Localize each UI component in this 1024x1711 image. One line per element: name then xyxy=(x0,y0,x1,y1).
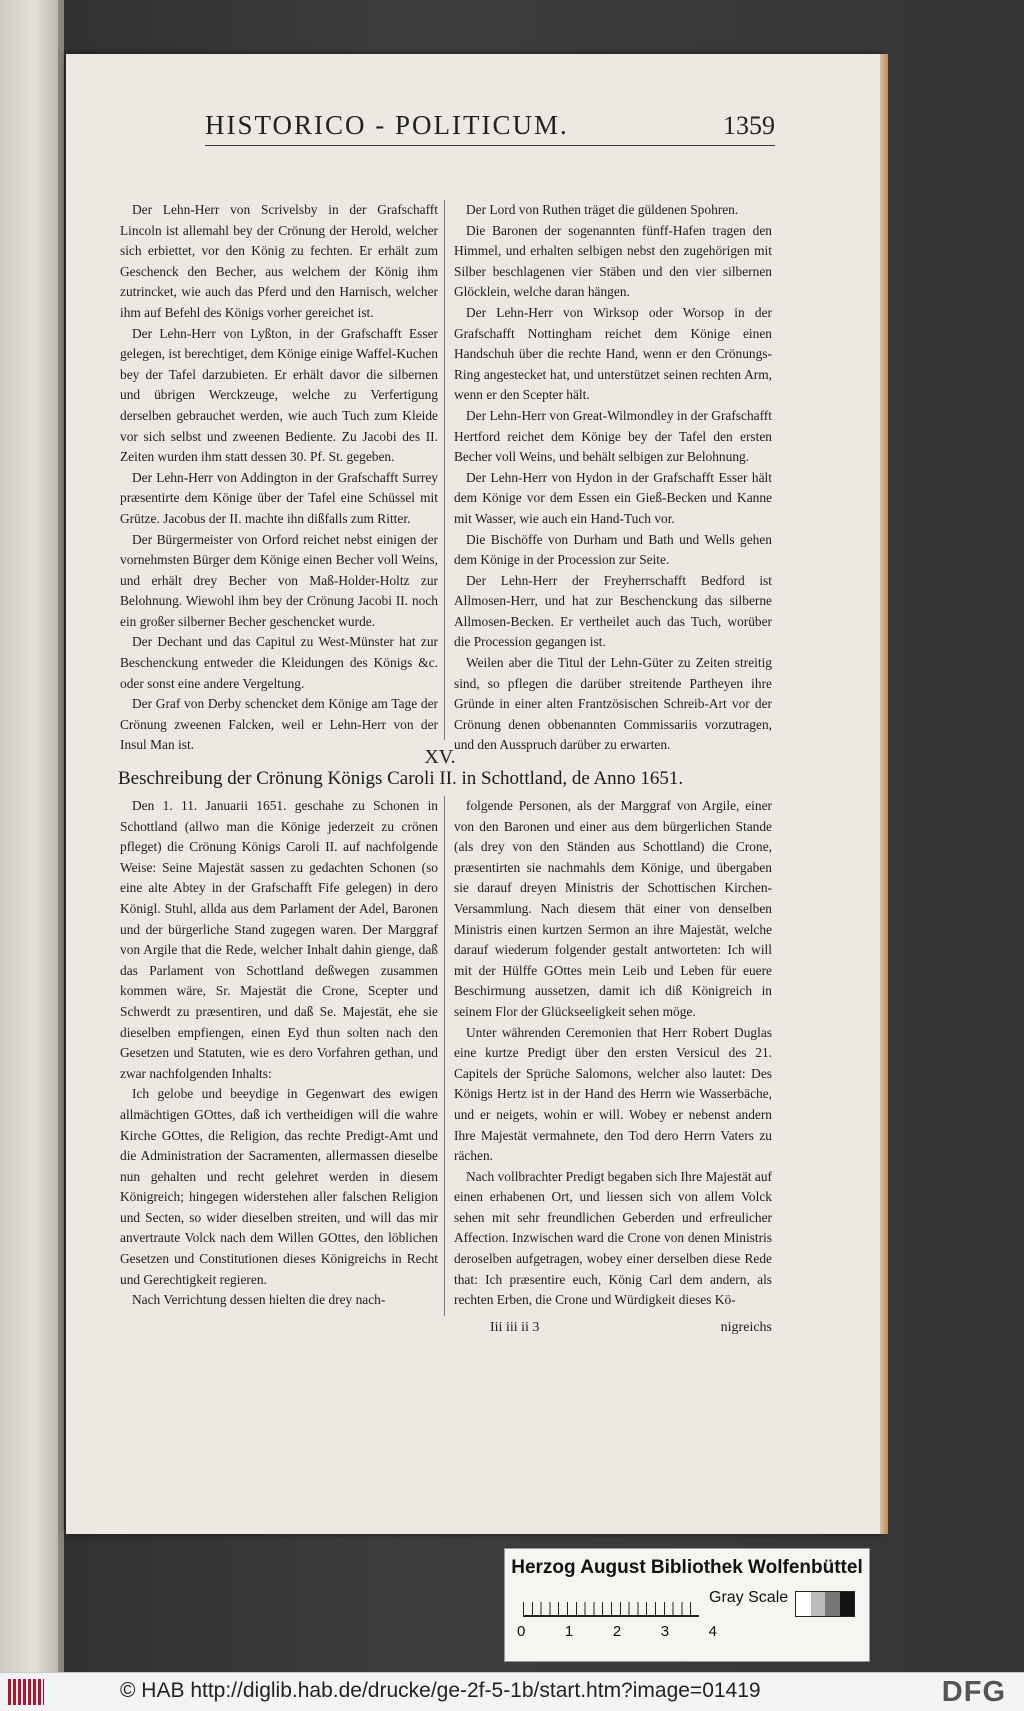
library-name: Herzog August Bibliothek Wolfenbüttel xyxy=(511,1557,863,1578)
section-heading: Beschreibung der Crönung Königs Caroli II. in Schottland, de Anno 1651. xyxy=(118,768,684,789)
column-divider xyxy=(444,200,445,740)
paragraph: Der Bürgermeister von Orford reichet nebst einigen der vornehmsten Bürger dem Könige einen Becher voll Weins, und erhält drey Becher von Maß-Holder-Holtz zur Belohnung. Wiewohl ihm bey der Crönung Jacobi II. noch ein großer silberner Becher geschencket wurde. xyxy=(120,531,438,629)
page-edge xyxy=(880,54,888,1534)
source-link[interactable]: © HAB http://diglib.hab.de/drucke/ge-2f-5-1b/start.htm?image=01419 xyxy=(120,1679,761,1702)
hab-logo-icon xyxy=(8,1679,44,1705)
paragraph: Der Lehn-Herr der Freyherrschafft Bedford ist Allmosen-Herr, und hat zur Beschenckung das silberne Allmosen-Becken. Er vertheilet auch das Tuch, worüber die Procession gegangen ist. xyxy=(454,572,772,650)
running-title: HISTORICO - POLITICUM. xyxy=(205,110,569,140)
column-right-bottom xyxy=(454,796,772,1316)
paragraph: Der Dechant und das Capitul zu West-Münster hat zur Beschenckung entweder die Kleidungen des Königs &c. oder sonst eine andere Vergeltung. xyxy=(120,634,438,691)
column-right-top xyxy=(454,200,772,753)
paragraph: Der Graf von Derby schencket dem Könige am Tage der Crönung zweenen Falcken, weil er Lehn-Herr von der Insul Man ist. xyxy=(120,696,438,753)
paragraph: Der Lehn-Herr von Hydon in der Grafschafft Esser hält dem Könige vor dem Essen ein Gieß-Becken und Kanne mit Wasser, wie auch ein Hand-Tuch vor. xyxy=(454,469,772,526)
paragraph: folgende Personen, als der Marggraf von Argile, einer von den Baronen und einer aus dem bürgerlichen Stande (als drey von den Ständen aus Schottland) die Crone, præsentirten sie nachmahls dem Könige, und übergaben sie darauf dreyen Ministris der Schottischen Kirchen-Versammlung. Nach diesem thät einer von denselben Ministris einen kurtzen Sermon an ihre Majestät, welche darauf wiederum folgender gestalt antworteten: Ich will mit der Hülffe GOttes mein Leib und Leben für euere Beschirmung aussetzen, damit ich diß Königreich in seinem Flor der Glückseeligkeit sehen möge. xyxy=(454,798,772,1019)
page-number: 1359 xyxy=(723,111,775,140)
previous-leaf-edge xyxy=(0,0,58,1672)
paragraph: Den 1. 11. Januarii 1651. geschahe zu Schonen in Schottland (allwo man die Könige jederzeit zu crönen pfleget) die Crönung Königs Caroli II. auf nachfolgende Weise: Seine Majestät sassen zu gedachten Schonen (so eine alte Abtey in der Grafschafft Fife gelegen) in dero Königl. Stuhl, allda aus dem Parlament der Adel, Baronen und der bürgerliche Stand zugegen waren. Der Marggraf von Argile that die Rede, welcher Inhalt dahin gienge, daß das Parlament von Schottland deßwegen zusammen kommen wäre, Sr. Majestät die Crone, Scepter und Schwerdt zu præsentiren, und daß Se. Majestät, ehe sie dieselben empfiengen, einen Eyd thun solten nach den Gesetzen und Statuten, wie es dero Vorfahren gethan, und zwar nachfolgenden Inhalts: xyxy=(120,798,438,1081)
paragraph: Der Lehn-Herr von Scrivelsby in der Grafschafft Lincoln ist allemahl bey der Crönung der Herold, welcher sich erbiettet, vor den König zu fechten. Er erhält zum Geschenck den Becher, aus welchem der König ihm zutrincket, wie auch das Pferd und den Harnisch, welcher ihm auf Befehl des Königs vorher gereichet ist. xyxy=(120,202,438,320)
paragraph: Der Lehn-Herr von Lyßton, in der Grafschafft Esser gelegen, ist berechtiget, dem Könige einige Waffel-Kuchen bey der Tafel darzubieten. Er erhält davor die silbernen und übrigen Werckzeuge, welche zu Verfertigung derselben gebrauchet werden, wie auch Tuch zum Kleide vor sich selbst und zweenen Bediente. Zu Jacobi des II. Zeiten wurden ihm statt dessen 30. Pf. St. gegeben. xyxy=(120,325,438,465)
library-label xyxy=(504,1548,870,1662)
paragraph: Die Baronen der sogenannten fünff-Hafen tragen den Himmel, und erhalten selbigen nebst den zugehörigen mit Silber beschlagenen vier Stäben und den vier silbernen Glöcklein, welche daran hängen. xyxy=(454,222,772,300)
paragraph: Ich gelobe und beeydige in Gegenwart des ewigen allmächtigen GOttes, daß ich vertheidigen will die wahre Kirche GOttes, die Religion, das rechte Predigt-Amt und die Administration der Sacramenten, allermassen dieselbe nun gehalten und recht gelehret werden in diesem Königreich; hingegen widerstehen aller falschen Religion und Secten, so wider dieselben streiten, und will das mir anvertraute Volck nach dem Willen GOttes, den löblichen Gesetzen und Constitutionen dieses Königreichs in Recht und Gerechtigkeit regieren. xyxy=(120,1086,438,1287)
scale-number: 1 xyxy=(564,1623,574,1640)
signature-line xyxy=(120,1320,772,1336)
paragraph: Nach Verrichtung dessen hielten die drey nach- xyxy=(132,1292,386,1308)
paragraph: Der Lord von Ruthen träget die güldenen Spohren. xyxy=(466,202,739,217)
scale-numbers xyxy=(517,1623,717,1640)
paragraph: Der Lehn-Herr von Wirksop oder Worsop in der Grafschafft Nottingham reichet dem Könige einen Handschuh über die rechte Hand, wenn er den Crönungs-Ring angestecket hat, und unterstützet seinen rechten Arm, wenn er den Scepter hält. xyxy=(454,304,772,403)
footer-bar xyxy=(0,1672,1024,1711)
paragraph: Weilen aber die Titul der Lehn-Güter zu Zeiten streitig sind, so pflegen die darüber streitende Partheyen ihre Gründe in einer alten Frantzösischen Schreib-Art vor der Crönung denen obbenannten Commissariis vorzutragen, und den Ausspruch darüber zu erwarten. xyxy=(454,655,772,753)
grayscale-label: Gray Scale xyxy=(709,1589,789,1606)
paragraph: Die Bischöffe von Durham und Bath und Wells gehen dem Könige in der Procession zur Seite. xyxy=(454,531,772,568)
column-divider xyxy=(444,796,445,1316)
paragraph: Unter währenden Ceremonien that Herr Robert Duglas eine kurtze Predigt über den ersten Versicul des 21. Capitels der Sprüche Salomons, welcher also lautet: Des Königs Hertz ist in der Hand des Herrn wie Wasserbäche, und er neigets, wohin er will. Wobey er nebenst andern Ihre Majestät vermahnete, den Tod dero Herrn Vaters zu rächen. xyxy=(454,1024,772,1164)
scale-ruler xyxy=(523,1589,699,1617)
signature-mark: Iii iii ii 3 xyxy=(490,1320,540,1335)
running-head xyxy=(205,110,775,146)
section-number: XV. xyxy=(424,746,456,768)
scale-number: 0 xyxy=(517,1623,526,1640)
scale-number: 4 xyxy=(708,1623,717,1640)
scale-number: 3 xyxy=(660,1623,670,1640)
scale-number: 2 xyxy=(612,1623,622,1640)
column-left-bottom xyxy=(120,796,438,1316)
grayscale-bar xyxy=(795,1591,855,1617)
catchword: nigreichs xyxy=(720,1320,772,1335)
dfg-logo: DFG xyxy=(941,1676,1006,1708)
book-gutter xyxy=(58,0,64,1672)
column-left-top xyxy=(120,200,438,753)
paragraph: Der Lehn-Herr von Addington in der Grafschafft Surrey præsentirte dem Könige über der Tafel eine Schüssel mit Grütze. Jacobus der II. machte ihn dißfalls zum Ritter. xyxy=(120,469,438,526)
paragraph: Nach vollbrachter Predigt begaben sich Ihre Majestät auf einen erhabenen Ort, und liessen sich von allem Volck sehen mit sehr freundlichen Geberden und erfreulicher Affection. Inzwischen ward die Crone von denen Ministris deroselben aufgetragen, wobey einer derselben diese Rede that: Ich præsentire euch, König Carl dem andern, als rechten Erben, die Crone und Würdigkeit dieses Kö- xyxy=(454,1168,773,1308)
paragraph: Der Lehn-Herr von Great-Wilmondley in der Grafschafft Hertford reichet dem Könige bey der Tafel den ersten Becher voll Weins, und behält selbigen zur Belohnung. xyxy=(454,407,772,465)
